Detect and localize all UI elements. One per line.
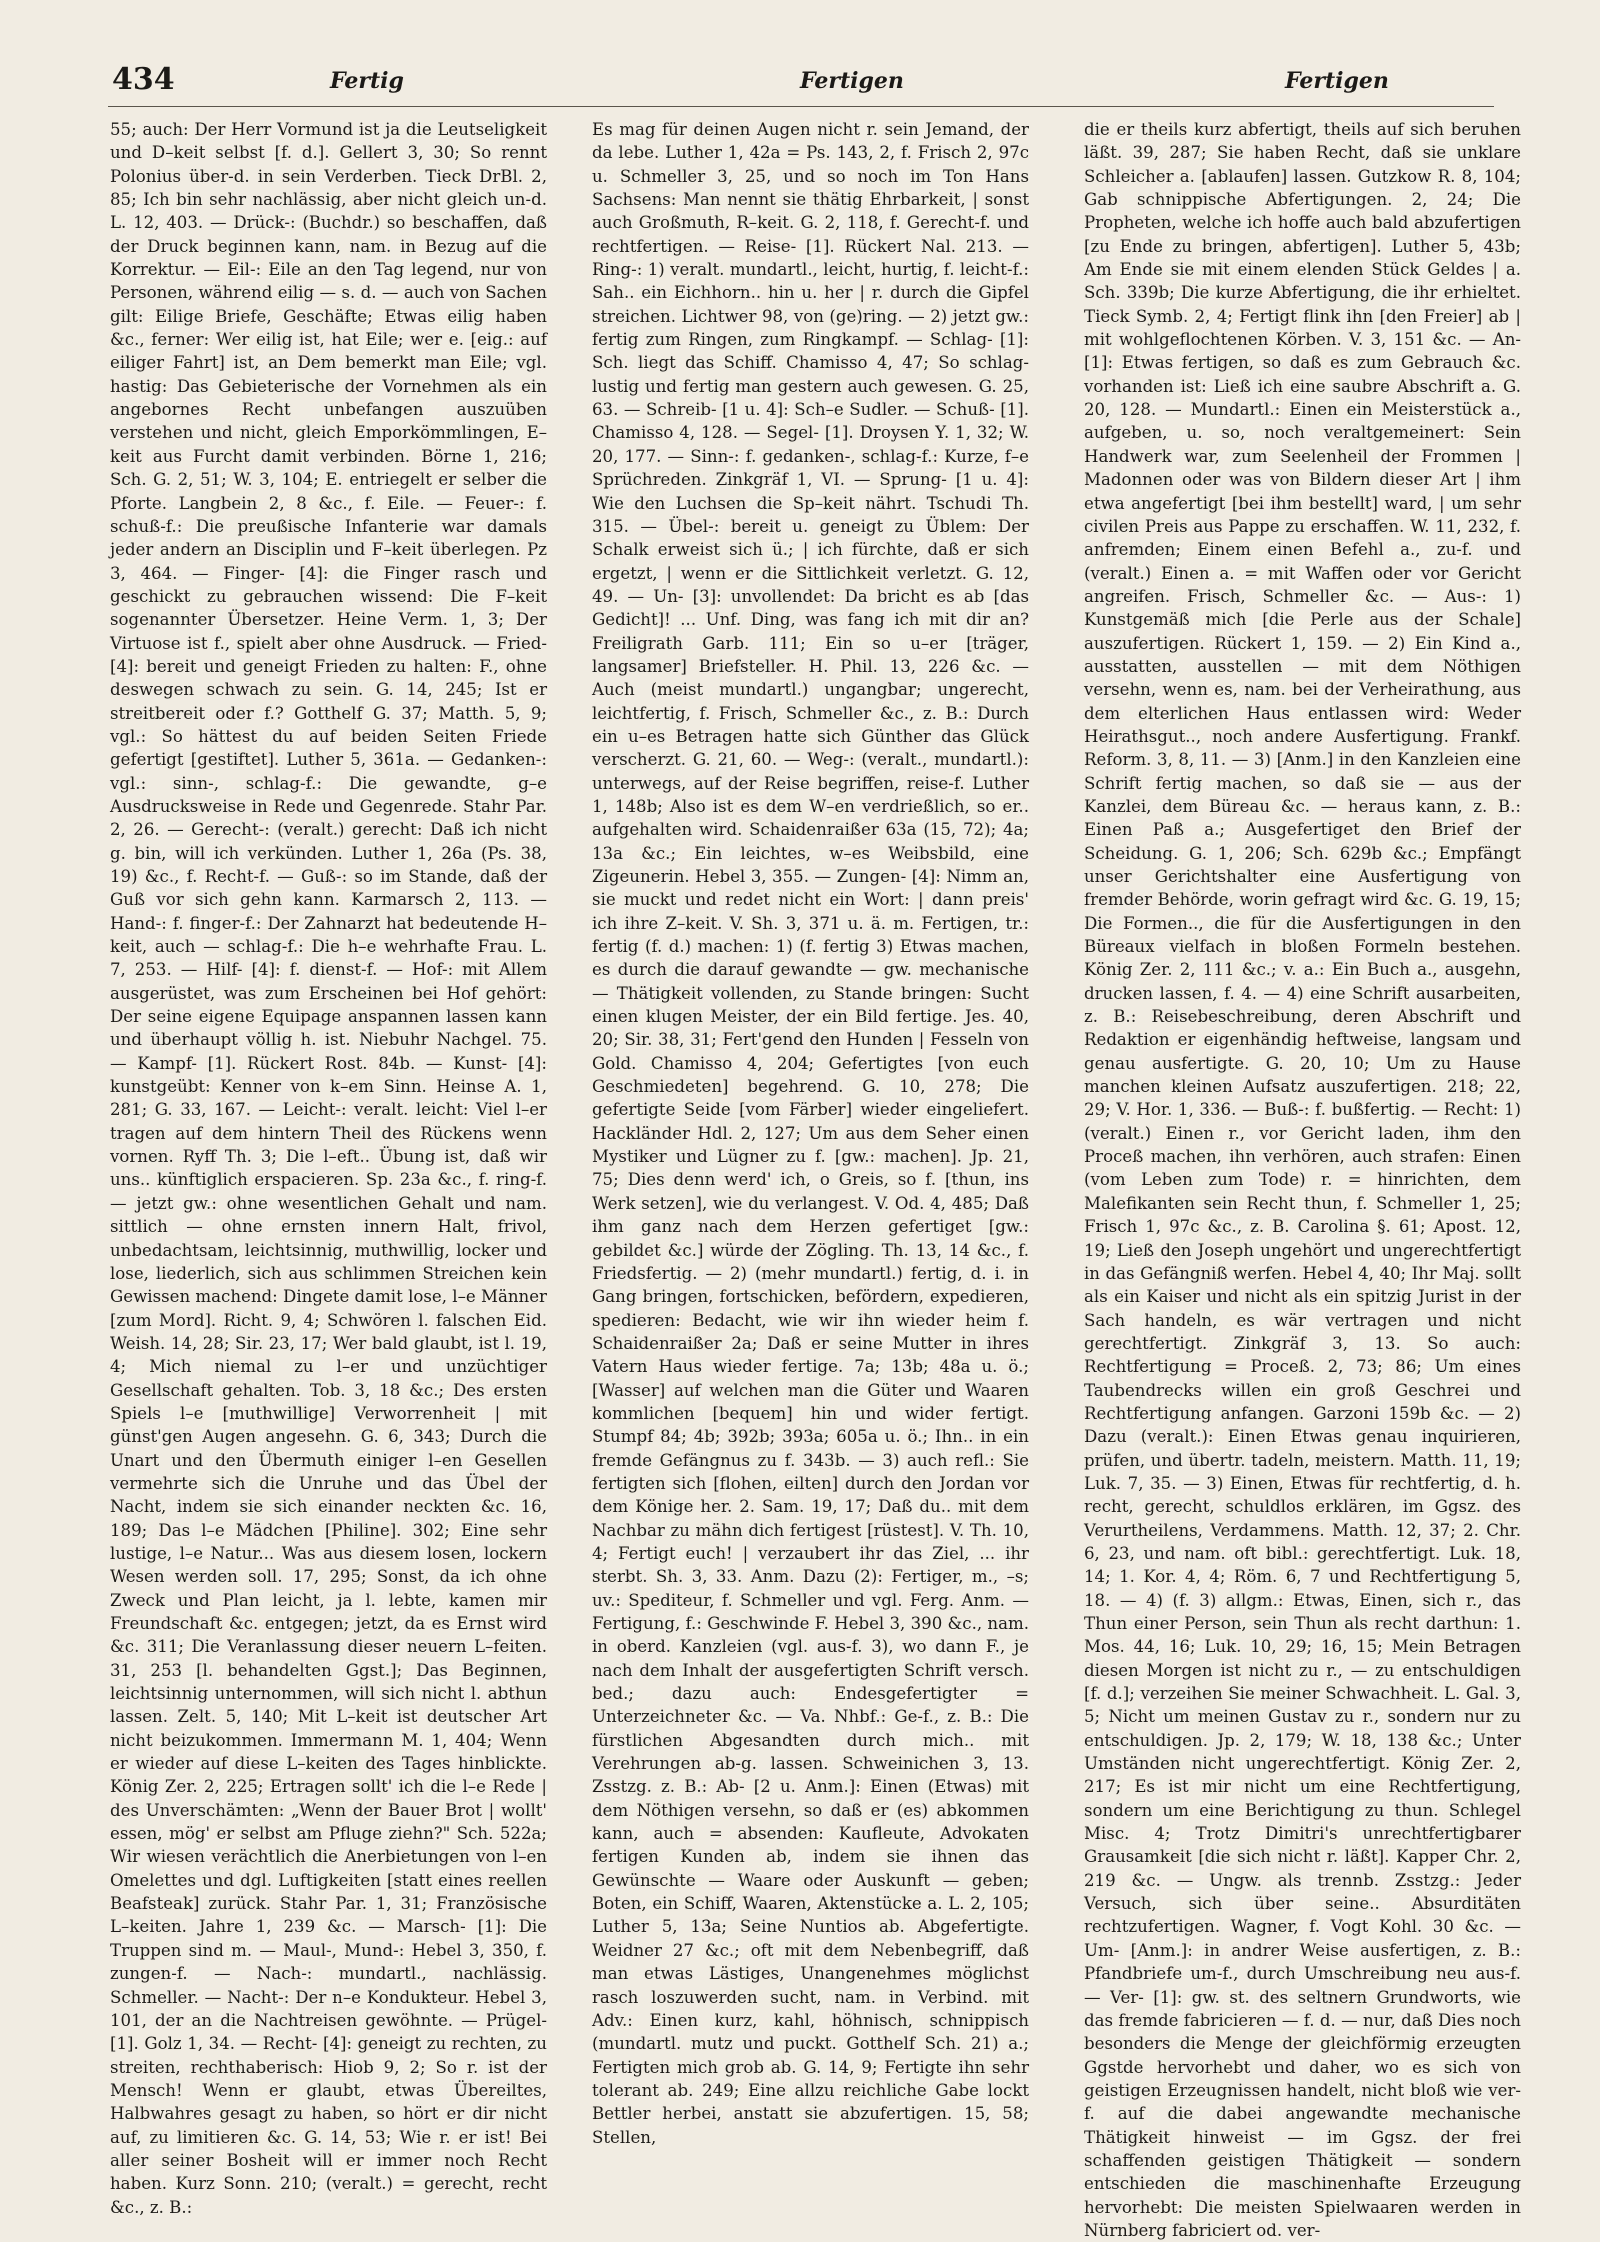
running-head-center: Fertigen [800, 68, 904, 94]
running-head-left: Fertig [330, 68, 404, 94]
text-column-middle [592, 118, 1030, 2147]
running-header [0, 60, 1600, 100]
text-column-right [1084, 118, 1521, 2240]
text-column-left [110, 118, 547, 2217]
header-rule [108, 106, 1494, 107]
running-head-right: Fertigen [1285, 68, 1389, 94]
column-text: die er theils kurz abfertigt, theils auf sich beruhen läßt. 39, 287; Sie haben Recht, daß sie unklare Schleicher a. [ablaufen] lassen. Gutzkow R. 8, 104; Gab schnippische Abfertigungen. 2, 24; Die Propheten, welche ich hoffe auch bald abzufertigen [zu Ende zu bringen, abfertigen]. Luther 5, 43b; Am Ende sie mit einem elenden Stück Geldes | a. Sch. 339b; Die kurze Abfertigung, die ihr erhieltet. Tieck Symb. 2, 4; Fertigt flink ihn [den Freier] ab | mit wohlgeflochtenen Körben. V. 3, 151 &c. — An- [1]: Etwas fertigen, so daß es zum Gebrauch &c. vorhanden ist: Ließ ich eine saubre Abschrift a. G. 20, 128. — Mundartl.: Einen ein Meisterstück a., aufgeben, u. so, noch veraltgemeinert: Sein Handwerk war, zum Seelenheil der Frommen | Madonnen oder was von Bildern dieser Art | ihm etwa angefertigt [bei ihm bestellt] ward, | um sehr civilen Preis aus Pappe zu erschaffen. W. 11, 232, f. anfremden; Einem einen Befehl a., zu-f. und (veralt.) Einen a. = mit Waffen oder vor Gericht angreifen. Frisch, Schmeller &c. — Aus-: 1) Kunstgemäß mich [die Perle aus der Schale] auszufertigen. Rückert 1, 159. — 2) Ein Kind a., ausstatten, ausstellen — mit dem Nöthigen versehn, wenn es, nam. bei der Verheirathung, aus dem elterlichen Haus entlassen wird: Weder Heirathsgut.., noch andere Ausfertigung. Frankf. Reform. 3, 8, 11. — 3) [Anm.] in den Kanzleien eine Schrift fertig machen, so daß sie — aus der Kanzlei, dem Büreau &c. — heraus kann, z. B.: Einen Paß a.; Ausgefertiget den Brief der Scheidung. G. 1, 206; Sch. 629b &c.; Empfängt unser Gerichtshalter eine Ausfertigung von fremder Behörde, worin gefragt wird &c. G. 19, 15; Die Formen.., die für die Ausfertigungen in den Büreaux vielfach in bloßen Formeln bestehen. König Zer. 2, 111 &c.; v. a.: Ein Buch a., ausgehn, drucken lassen, f. 4. — 4) eine Schrift ausarbeiten, z. B.: Reisebeschreibung, deren Abschrift und Redaktion er eigenhändig heftweise, langsam und genau ausfertigte. G. 20, 10; Um zu Hause manchen kleinen Aufsatz auszufertigen. 218; 22, 29; V. Hor. 1, 336. — Buß-: f. bußfertig. — Recht: 1) (veralt.) Einen r., vor Gericht laden, ihm den Proceß machen, ihn verhören, auch strafen: Einen (vom Leben zum Tode) r. = hinrichten, dem Malefikanten sein Recht thun, f. Schmeller 1, 25; Frisch 1, 97c &c., z. B. Carolina §. 61; Apost. 12, 19; Ließ den Joseph ungehört und ungerechtfertigt in das Gefängniß werfen. Hebel 4, 40; Ihr Maj. sollt als ein Kaiser und nicht als ein spitzig Jurist in der Sach handeln, es wär vertragen und nicht gerechtfertigt. Zinkgräf 3, 13. So auch: Rechtfertigung = Proceß. 2, 73; 86; Um eines Taubendrecks willen ein groß Geschrei und Rechtfertigung anfangen. Garzoni 159b &c. — 2) Dazu (veralt.): Einen Etwas genau inquirieren, prüfen, und übertr. tadeln, meistern. Matth. 11, 19; Luk. 7, 35. — 3) Einen, Etwas für rechtfertig, d. h. recht, gerecht, schuldlos erklären, im Ggsz. des Verurtheilens, Verdammens. Matth. 12, 37; 2. Chr. 6, 23, und nam. oft bibl.: gerechtfertigt. Luk. 18, 14; 1. Kor. 4, 4; Röm. 6, 7 und Rechtfertigung 5, 18. — 4) (f. 3) allgm.: Etwas, Einen, sich r., das Thun einer Person, sein Thun als recht darthun: 1. Mos. 44, 16; Luk. 10, 29; 16, 15; Mein Betragen diesen Morgen ist nicht zu r., — zu entschuldigen [f. d.]; verzeihen Sie meiner Schwachheit. L. Gal. 3, 5; Nicht um meinen Gustav zu r., sondern nur zu entschuldigen. Jp. 2, 179; W. 18, 138 &c.; Unter Umständen nicht ungerechtfertigt. König Zer. 2, 217; Es ist mir nicht um eine Rechtfertigung, sondern um eine Berichtigung zu thun. Schlegel Misc. 4; Trotz Dimitri's unrechtfertigbarer Grausamkeit [die sich nicht r. läßt]. Kapper Chr. 2, 219 &c. — Ungw. als trennb. Zsstzg.: Jeder Versuch, sich über seine.. Absurditäten rechtzufertigen. Wagner, f. Vogt Kohl. 30 &c. — Um- [Anm.]: in andrer Weise ausfertigen, z. B.: Pfandbriefe um-f., durch Umschreibung neu aus-f. — Ver- [1]: gw. st. des seltnern Grundworts, wie das fremde fabricieren — f. d. — nur, daß Dies noch besonders die Menge der gleichförmig erzeugten Ggstde hervorhebt und daher, wo es sich von geistigen Erzeugnissen handelt, nicht bloß wie ver-f. auf die dabei angewandte mechanische Thätigkeit hinweist — im Ggsz. der frei schaffenden geistigen Thätigkeit — sondern entschieden die maschinenhafte Erzeugung hervorhebt: Die meisten Spielwaaren werden in Nürnberg fabriciert od. ver- [1084, 120, 1521, 2240]
column-text: 55; auch: Der Herr Vormund ist ja die Leutseligkeit und D–keit selbst [f. d.]. Gellert 3, 30; So rennt Polonius über-d. in sein Verderben. Tieck DrBl. 2, 85; Ich bin sehr nachlässig, aber nicht gleich un-d. L. 12, 403. — Drück-: (Buchdr.) so beschaffen, daß der Druck beginnen kann, nam. in Bezug auf die Korrektur. — Eil-: Eile an den Tag legend, nur von Personen, während eilig — s. d. — auch von Sachen gilt: Eilige Briefe, Geschäfte; Etwas eilig haben &c., ferner: Wer eilig ist, hat Eile; wer e. [eig.: auf eiliger Fahrt] ist, an Dem bemerkt man Eile; vgl. hastig: Das Gebieterische der Vornehmen als ein angebornes Recht unbefangen auszuüben verstehen und nicht, gleich Emporkömmlingen, E–keit aus Furcht damit verbinden. Börne 1, 216; Sch. G. 2, 51; W. 3, 104; E. entriegelt er selber die Pforte. Langbein 2, 8 &c., f. Eile. — Feuer-: f. schuß-f.: Die preußische Infanterie war damals jeder andern an Disciplin und F–keit überlegen. Pz 3, 464. — Finger- [4]: die Finger rasch und geschickt zu gebrauchen wissend: Die F–keit sogenannter Übersetzer. Heine Verm. 1, 3; Der Virtuose ist f., spielt aber ohne Ausdruck. — Fried- [4]: bereit und geneigt Frieden zu halten: F., ohne deswegen schwach zu sein. G. 14, 245; Ist er streitbereit oder f.? Gotthelf G. 37; Matth. 5, 9; vgl.: So hättest du auf beiden Seiten Friede gefertigt [gestiftet]. Luther 5, 361a. — Gedanken-: vgl.: sinn-, schlag-f.: Die gewandte, g–e Ausdrucksweise in Rede und Gegenrede. Stahr Par. 2, 26. — Gerecht-: (veralt.) gerecht: Daß ich nicht g. bin, will ich verkünden. Luther 1, 26a (Ps. 38, 19) &c., f. Recht-f. — Guß-: so im Stande, daß der Guß vor sich gehn kann. Karmarsch 2, 113. — Hand-: f. finger-f.: Der Zahnarzt hat bedeutende H–keit, auch — schlag-f.: Die h–e wehrhafte Frau. L. 7, 253. — Hilf- [4]: f. dienst-f. — Hof-: mit Allem ausgerüstet, was zum Erscheinen bei Hof gehört: Der seine eigene Equipage anspannen lassen kann und überhaupt völlig h. ist. Niebuhr Nachgel. 75. — Kampf- [1]. Rückert Rost. 84b. — Kunst- [4]: kunstgeübt: Kenner von k–em Sinn. Heinse A. 1, 281; G. 33, 167. — Leicht-: veralt. leicht: Viel l–er tragen auf dem hintern Theil des Rückens wenn vornen. Ryff Th. 3; Die l–eft.. Übung ist, daß wir uns.. künftiglich erspacieren. Sp. 23a &c., f. ring-f. — jetzt gw.: ohne wesentlichen Gehalt und nam. sittlich — ohne ernsten innern Halt, frivol, unbedachtsam, leichtsinnig, muthwillig, locker und lose, liederlich, sich aus schlimmen Streichen kein Gewissen machend: Dingete damit lose, l–e Männer [zum Mord]. Richt. 9, 4; Schwören l. falschen Eid. Weish. 14, 28; Sir. 23, 17; Wer bald glaubt, ist l. 19, 4; Mich niemal zu l–er und unzüchtiger Gesellschaft gehalten. Tob. 3, 18 &c.; Des ersten Spiels l–e [muthwillige] Verworrenheit | mit günst'gen Augen angesehn. G. 6, 343; Durch die Unart und den Übermuth einiger l–en Gesellen vermehrte sich die Unruhe und das Übel der Nacht, indem sie sich einander neckten &c. 16, 189; Das l–e Mädchen [Philine]. 302; Eine sehr lustige, l–e Natur... Was aus diesem losen, lockern Wesen werden soll. 17, 295; Sonst, da ich ohne Zweck und Plan leicht, ja l. lebte, kamen mir Freundschaft &c. entgegen; jetzt, da es Ernst wird &c. 311; Die Veranlassung dieser neuern L–feiten. 31, 253 [l. behandelten Ggst.]; Das Beginnen, leichtsinnig unternommen, will sich nicht l. abthun lassen. Zelt. 5, 140; Mit L–keit ist deutscher Art nicht beizukommen. Immermann M. 1, 404; Wenn er wieder auf diese L–keiten des Tages hinblickte. König Zer. 2, 225; Ertragen sollt' ich die l–e Rede | des Unverschämten: „Wenn der Bauer Brot | wollt' essen, mög' er selbst am Pfluge ziehn?" Sch. 522a; Wir wiesen verächtlich die Anerbietungen von l–en Omelettes und dgl. Luftigkeiten [statt eines reellen Beafsteak] zurück. Stahr Par. 1, 31; Französische L–keiten. Jahre 1, 239 &c. — Marsch- [1]: Die Truppen sind m. — Maul-, Mund-: Hebel 3, 350, f. zungen-f. — Nach-: mundartl., nachlässig. Schmeller. — Nacht-: Der n–e Kondukteur. Hebel 3, 101, der an die Nachtreisen gewöhnte. — Prügel- [1]. Golz 1, 34. — Recht- [4]: geneigt zu rechten, zu streiten, rechthaberisch: Hiob 9, 2; So r. ist der Mensch! Wenn er glaubt, etwas Übereiltes, Halbwahres gesagt zu haben, so hört er dir nicht auf, zu limitieren &c. G. 14, 53; Wie r. er ist! Bei aller seiner Bosheit will er immer noch Recht haben. Kurz Sonn. 210; (veralt.) = gerecht, recht &c., z. B.: [110, 120, 547, 2217]
column-text: Es mag für deinen Augen nicht r. sein Jemand, der da lebe. Luther 1, 42a = Ps. 143, 2, f. Frisch 2, 97c u. Schmeller 3, 25, und so noch im Ton Hans Sachsens: Man nennt sie thätig Ehrbarkeit, | sonst auch Großmuth, R–keit. G. 2, 118, f. Gerecht-f. und rechtfertigen. — Reise- [1]. Rückert Nal. 213. — Ring-: 1) veralt. mundartl., leicht, hurtig, f. leicht-f.: Sah.. ein Eichhorn.. hin u. her | r. durch die Gipfel streichen. Lichtwer 98, von (ge)ring. — 2) jetzt gw.: fertig zum Ringen, zum Ringkampf. — Schlag- [1]: Sch. liegt das Schiff. Chamisso 4, 47; So schlag-lustig und fertig man gestern auch gewesen. G. 25, 63. — Schreib- [1 u. 4]: Sch–e Sudler. — Schuß- [1]. Chamisso 4, 128. — Segel- [1]. Droysen Y. 1, 32; W. 20, 177. — Sinn-: f. gedanken-, schlag-f.: Kurze, f–e Sprüchreden. Zinkgräf 1, VI. — Sprung- [1 u. 4]: Wie den Luchsen die Sp–keit nährt. Tschudi Th. 315. — Übel-: bereit u. geneigt zu Üblem: Der Schalk erweist sich ü.; | ich fürchte, daß er sich ergetzt, | wenn er die Sittlichkeit verletzt. G. 12, 49. — Un- [3]: unvollendet: Da bricht es ab [das Gedicht]! ... Unf. Ding, was fang ich mit dir an? Freiligrath Garb. 111; Ein so u–er [träger, langsamer] Briefsteller. H. Phil. 13, 226 &c. — Auch (meist mundartl.) ungangbar; ungerecht, leichtfertig, f. Frisch, Schmeller &c., z. B.: Durch ein u–es Betragen hatte sich Günther das Glück verscherzt. G. 21, 60. — Weg-: (veralt., mundartl.): unterwegs, auf der Reise begriffen, reise-f. Luther 1, 148b; Also ist es dem W–en verdrießlich, so er.. aufgehalten wird. Schaidenraißer 63a (15, 72); 4a; 13a &c.; Ein leichtes, w–es Weibsbild, eine Zigeunerin. Hebel 3, 355. — Zungen- [4]: Nimm an, sie muckt und redet nicht ein Wort: | dann preis' ich ihre Z–keit. V. Sh. 3, 371 u. ä. m. Fertigen, tr.: fertig (f. d.) machen: 1) (f. fertig 3) Etwas machen, es durch die darauf gewandte — gw. mechanische — Thätigkeit vollenden, zu Stande bringen: Sucht einen klugen Meister, der ein Bild fertige. Jes. 40, 20; Sir. 38, 31; Fert'gend den Hunden | Fesseln von Gold. Chamisso 4, 204; Gefertigtes [von euch Geschmiedeten] begehrend. G. 10, 278; Die gefertigte Seide [vom Färber] wieder eingeliefert. Hackländer Hdl. 2, 127; Um aus dem Seher einen Mystiker und Lügner zu f. [gw.: machen]. Jp. 21, 75; Dies denn werd' ich, o Greis, so f. [thun, ins Werk setzen], wie du verlangest. V. Od. 4, 485; Daß ihm ganz nach dem Herzen gefertiget [gw.: gebildet &c.] würde der Zögling. Th. 13, 14 &c., f. Friedsfertig. — 2) (mehr mundartl.) fertig, d. i. in Gang bringen, fortschicken, befördern, expedieren, spedieren: Bedacht, wie wir ihn wieder heim f. Schaidenraißer 2a; Daß er seine Mutter in ihres Vatern Haus wieder fertige. 7a; 13b; 48a u. ö.; [Wasser] auf welchen man die Güter und Waaren kommlichen [bequem] hin und wider fertigt. Stumpf 84; 4b; 392b; 393a; 605a u. ö.; Ihn.. in ein fremde Gefängnus zu f. 343b. — 3) auch refl.: Sie fertigten sich [flohen, eilten] durch den Jordan vor dem Könige her. 2. Sam. 19, 17; Daß du.. mit dem Nachbar zu mähn dich fertigest [rüstest]. V. Th. 10, 4; Fertigt euch! | verzaubert ihr das Ziel, ... ihr sterbt. Sh. 3, 33. Anm. Dazu (2): Fertiger, m., –s; uv.: Spediteur, f. Schmeller und vgl. Ferg. Anm. — Fertigung, f.: Geschwinde F. Hebel 3, 390 &c., nam. in oberd. Kanzleien (vgl. aus-f. 3), wo dann F., je nach dem Inhalt der ausgefertigten Schrift versch. bed.; dazu auch: Endesgefertigter = Unterzeichneter &c. — Va. Nhbf.: Ge-f., z. B.: Die fürstlichen Abgesandten durch mich.. mit Verehrungen ab-g. lassen. Schweinichen 3, 13. Zsstzg. z. B.: Ab- [2 u. Anm.]: Einen (Etwas) mit dem Nöthigen versehn, so daß er (es) abkommen kann, auch = absenden: Kaufleute, Advokaten fertigen Kunden ab, indem sie ihnen das Gewünschte — Waare oder Auskunft — geben; Boten, ein Schiff, Waaren, Aktenstücke a. L. 2, 105; Luther 5, 13a; Seine Nuntios ab. Abgefertigte. Weidner 27 &c.; oft mit dem Nebenbegriff, daß man etwas Lästiges, Unangenehmes möglichst rasch loszuwerden sucht, nam. in Verbind. mit Adv.: Einen kurz, kahl, höhnisch, schnippisch (mundartl. mutz und puckt. Gotthelf Sch. 21) a.; Fertigten mich grob ab. G. 14, 9; Fertigte ihn sehr tolerant ab. 249; Eine allzu reichliche Gabe lockt Bettler herbei, anstatt sie abzufertigen. 15, 58; Stellen, [592, 120, 1030, 2147]
page-number: 434 [112, 62, 175, 97]
